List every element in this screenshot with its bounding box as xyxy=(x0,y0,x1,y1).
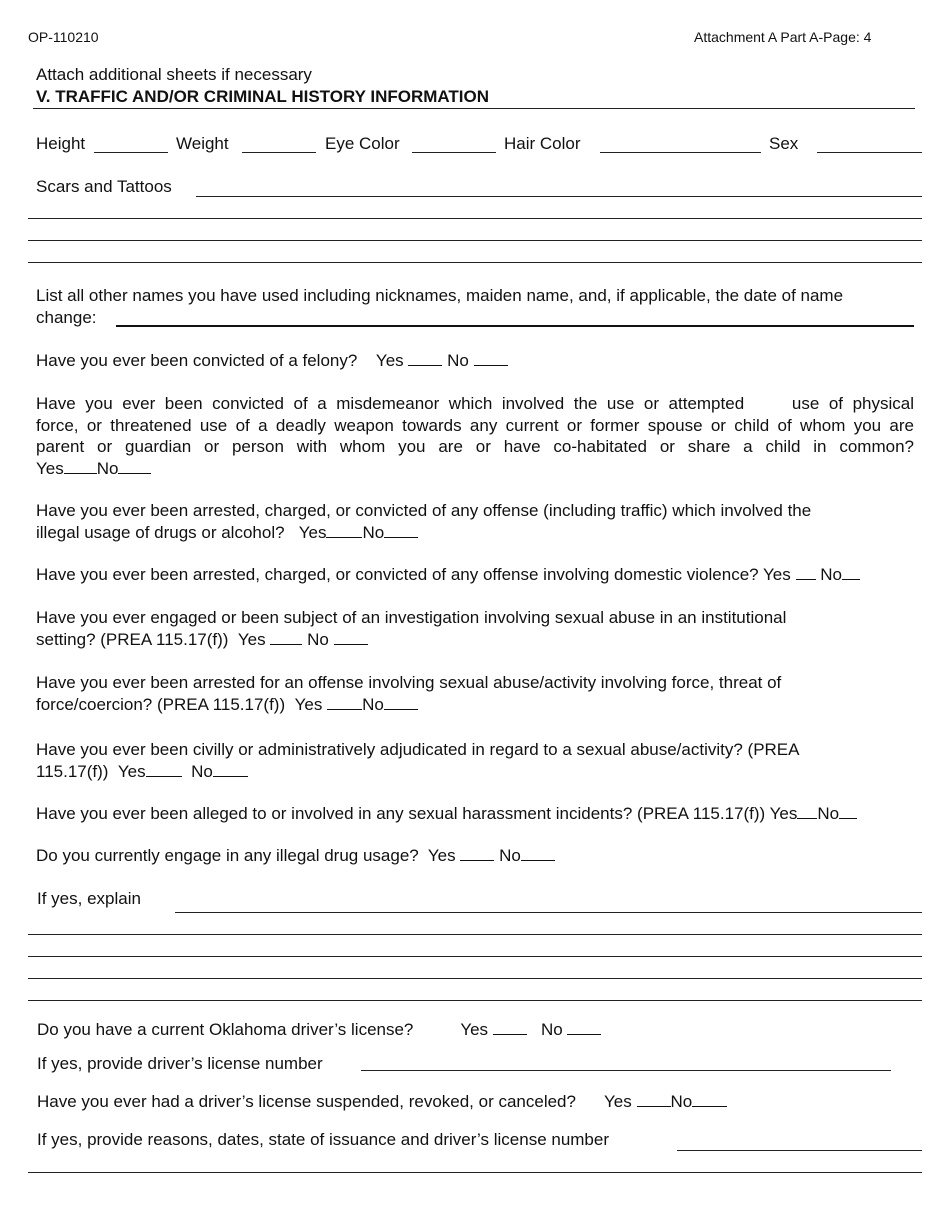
institutional-no-blank[interactable] xyxy=(334,630,368,645)
harassment-yes-label: Yes xyxy=(769,804,798,823)
force-coercion-yes-label: Yes xyxy=(294,694,323,714)
drugs-alcohol-line-2 xyxy=(36,522,914,544)
force-coercion-line-2 xyxy=(36,694,914,716)
scars-field-line-4[interactable] xyxy=(28,262,922,263)
drugs-alcohol-text: illegal usage of drugs or alcohol? xyxy=(36,522,285,542)
hair-color-label: Hair Color xyxy=(504,134,581,153)
license-yes-blank[interactable] xyxy=(493,1020,527,1035)
drugs-alcohol-no-blank[interactable] xyxy=(384,523,418,538)
force-coercion-question xyxy=(36,672,914,715)
misdemeanor-yes-blank[interactable] xyxy=(64,459,97,474)
adjudicated-line-2 xyxy=(36,761,914,783)
domestic-violence-yes-blank[interactable] xyxy=(796,565,816,580)
institutional-yes-label: Yes xyxy=(237,629,266,649)
drug-usage-question xyxy=(36,846,555,866)
felony-no-blank[interactable] xyxy=(474,351,508,366)
misdemeanor-line-2: force, or threatened use of a deadly weapon towards any current or former spouse or child of whom you are xyxy=(36,415,914,435)
sex-field[interactable] xyxy=(817,152,922,153)
reasons-field-line-2[interactable] xyxy=(28,1172,922,1173)
license-number-field[interactable] xyxy=(361,1070,891,1071)
force-coercion-line-1: Have you ever been arrested for an offense involving sexual abuse/activity involving force, threat of xyxy=(36,673,782,692)
drugs-alcohol-no-label: No xyxy=(362,522,385,542)
domestic-violence-no-label: No xyxy=(820,565,842,584)
felony-no-label: No xyxy=(447,351,469,370)
misdemeanor-no-blank[interactable] xyxy=(118,459,151,474)
page-label: Attachment A Part A-Page: 4 xyxy=(694,29,872,45)
eye-color-label: Eye Color xyxy=(325,134,400,153)
scars-field-line-3[interactable] xyxy=(28,240,922,241)
drugs-alcohol-question xyxy=(36,500,914,543)
height-field[interactable] xyxy=(94,152,168,153)
adjudicated-text: 115.17(f)) xyxy=(36,761,109,781)
misdemeanor-line-3: parent or guardian or person with whom you are or have co-habitated or share a child in common? xyxy=(36,437,914,456)
section-note: Attach additional sheets if necessary xyxy=(36,65,312,84)
force-coercion-yes-blank[interactable] xyxy=(327,695,362,710)
institutional-text: setting? (PREA 115.17(f)) xyxy=(36,629,229,649)
drug-usage-no-blank[interactable] xyxy=(521,846,555,861)
institutional-line-2 xyxy=(36,629,914,651)
misdemeanor-no-label: No xyxy=(96,458,119,478)
reasons-label: If yes, provide reasons, dates, state of issuance and driver’s license number xyxy=(37,1130,610,1149)
suspended-no-blank[interactable] xyxy=(692,1092,727,1107)
license-number-label: If yes, provide driver’s license number xyxy=(37,1054,323,1073)
weight-field[interactable] xyxy=(242,152,316,153)
misdemeanor-question xyxy=(36,393,914,479)
domestic-violence-text: Have you ever been arrested, charged, or convicted of any offense involving domestic violence? xyxy=(36,565,759,584)
drugs-alcohol-line-1: Have you ever been arrested, charged, or convicted of any offense (including traffic) which involved the xyxy=(36,501,812,520)
misdemeanor-yes-label: Yes xyxy=(36,458,64,478)
suspended-text: Have you ever had a driver’s license suspended, revoked, or canceled? xyxy=(37,1092,576,1111)
institutional-line-1: Have you ever engaged or been subject of an investigation involving sexual abuse in an institutional xyxy=(36,608,787,627)
explain-field-line-4[interactable] xyxy=(28,978,922,979)
institutional-yes-blank[interactable] xyxy=(270,630,302,645)
suspended-question xyxy=(37,1092,727,1112)
hair-color-field[interactable] xyxy=(600,152,761,153)
sex-label: Sex xyxy=(769,134,799,153)
suspended-yes-blank[interactable] xyxy=(637,1092,671,1107)
adjudicated-yes-blank[interactable] xyxy=(146,762,182,777)
institutional-no-label: No xyxy=(307,629,329,649)
adjudicated-no-blank[interactable] xyxy=(213,762,248,777)
force-coercion-no-blank[interactable] xyxy=(384,695,418,710)
explain-field[interactable] xyxy=(175,912,922,913)
adjudicated-yes-label: Yes xyxy=(117,761,146,781)
license-no-label: No xyxy=(540,1020,563,1039)
domestic-violence-no-blank[interactable] xyxy=(842,565,860,580)
harassment-question xyxy=(36,804,857,824)
scars-label: Scars and Tattoos xyxy=(36,177,172,196)
misdemeanor-answers xyxy=(36,458,914,480)
harassment-no-blank[interactable] xyxy=(839,804,857,819)
felony-question-text: Have you ever been convicted of a felony? xyxy=(36,351,358,370)
section-divider xyxy=(33,108,915,109)
adjudicated-line-1: Have you ever been civilly or administratively adjudicated in regard to a sexual abuse/activity? (PREA xyxy=(36,740,800,759)
section-title: V. TRAFFIC AND/OR CRIMINAL HISTORY INFORMATION xyxy=(36,87,490,106)
license-no-blank[interactable] xyxy=(567,1020,601,1035)
institutional-question xyxy=(36,607,914,650)
force-coercion-no-label: No xyxy=(362,694,384,714)
felony-question xyxy=(36,351,508,371)
eye-color-field[interactable] xyxy=(412,152,496,153)
license-yes-label: Yes xyxy=(460,1020,489,1039)
height-label: Height xyxy=(36,134,86,153)
explain-label: If yes, explain xyxy=(37,889,141,908)
weight-label: Weight xyxy=(176,134,229,153)
harassment-yes-blank[interactable] xyxy=(797,804,817,819)
drug-usage-yes-blank[interactable] xyxy=(460,846,494,861)
scars-field[interactable] xyxy=(196,196,922,197)
explain-field-line-3[interactable] xyxy=(28,956,922,957)
other-names-question-cont: change: xyxy=(36,308,97,327)
drug-usage-no-label: No xyxy=(499,846,521,865)
other-names-question: List all other names you have used including nicknames, maiden name, and, if applicable, the date of name xyxy=(36,286,844,305)
misdemeanor-line-1: Have you ever been convicted of a misdemeanor which involved the use or attempted use of physical xyxy=(36,394,914,413)
other-names-field[interactable] xyxy=(116,325,914,327)
explain-field-line-2[interactable] xyxy=(28,934,922,935)
reasons-field[interactable] xyxy=(677,1150,922,1151)
adjudicated-no-label: No xyxy=(191,761,213,781)
suspended-no-label: No xyxy=(670,1092,693,1111)
drugs-alcohol-yes-blank[interactable] xyxy=(326,523,362,538)
license-question xyxy=(37,1020,601,1040)
felony-yes-label: Yes xyxy=(375,351,404,370)
harassment-text: Have you ever been alleged to or involved in any sexual harassment incidents? (PREA 115.17(f)) xyxy=(36,804,766,823)
harassment-no-label: No xyxy=(817,804,840,823)
domestic-violence-question xyxy=(36,565,860,585)
force-coercion-text: force/coercion? (PREA 115.17(f)) xyxy=(36,694,286,714)
drug-usage-text: Do you currently engage in any illegal drug usage? xyxy=(36,846,419,865)
adjudicated-question xyxy=(36,739,914,782)
drugs-alcohol-yes-label: Yes xyxy=(298,522,327,542)
form-number: OP-110210 xyxy=(28,29,99,45)
felony-yes-blank[interactable] xyxy=(408,351,442,366)
domestic-violence-yes-label: Yes xyxy=(763,565,791,584)
scars-field-line-2[interactable] xyxy=(28,218,922,219)
explain-field-line-5[interactable] xyxy=(28,1000,922,1001)
drug-usage-yes-label: Yes xyxy=(427,846,456,865)
license-text: Do you have a current Oklahoma driver’s license? xyxy=(37,1020,414,1039)
suspended-yes-label: Yes xyxy=(604,1092,632,1111)
